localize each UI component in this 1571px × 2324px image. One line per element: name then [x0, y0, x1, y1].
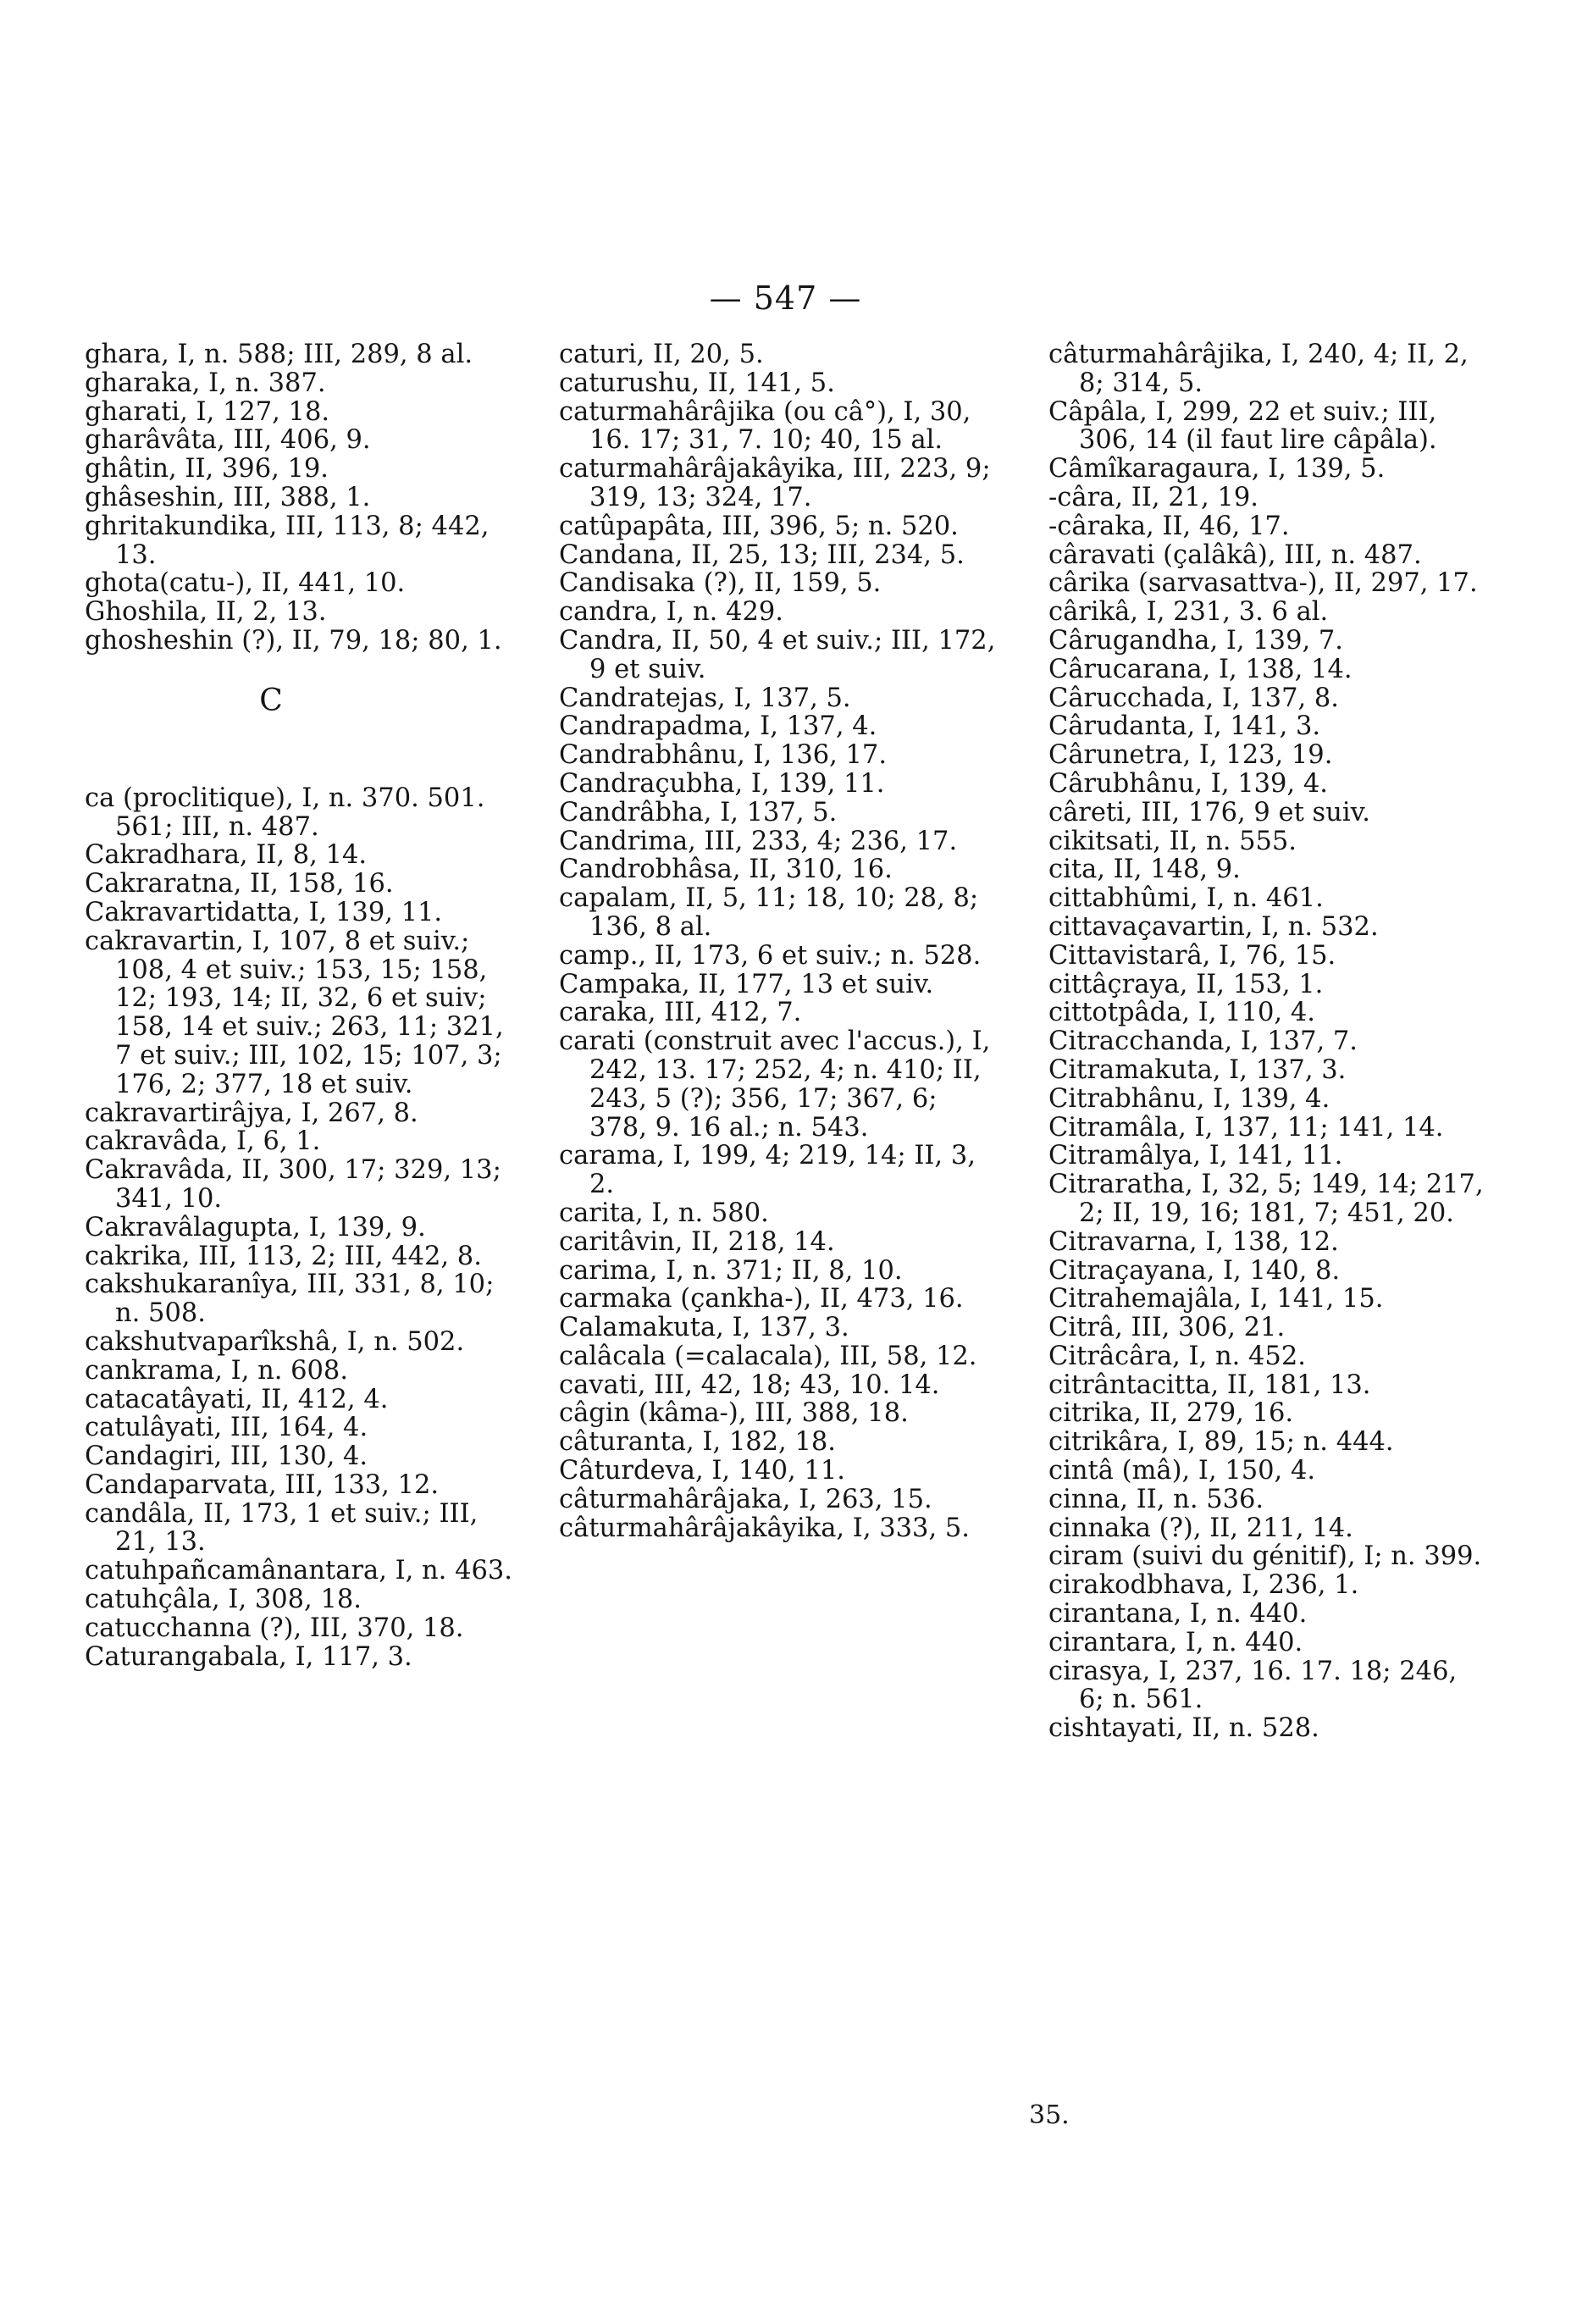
index-entry: câturmahârâjika, I, 240, 4; II, 2, 8; 314, 5. — [1048, 340, 1469, 398]
index-entry: Cittavistarâ, I, 76, 15. — [1048, 940, 1336, 971]
index-entry: cittâçraya, II, 153, 1. — [1048, 969, 1324, 999]
index-entry: carima, I, n. 371; II, 8, 10. — [559, 1255, 903, 1286]
index-entry: câravati (çalâkâ), III, n. 487. — [1048, 540, 1422, 570]
index-column-1 — [85, 340, 525, 1671]
index-entry: catulâyati, III, 164, 4. — [85, 1413, 368, 1443]
index-entry: Candrâbha, I, 137, 5. — [559, 797, 838, 827]
index-entry: Câpâla, I, 299, 22 et suiv.; III, 306, 14 (il faut lire câpâla). — [1048, 396, 1437, 456]
index-entry: gharaka, I, n. 387. — [85, 368, 326, 398]
index-entry: Citramakuta, I, 137, 3. — [1048, 1054, 1347, 1085]
index-entry: cankrama, I, n. 608. — [85, 1355, 349, 1386]
index-entry: Citrabhânu, I, 139, 4. — [1048, 1083, 1330, 1114]
index-entry: Cakraratna, II, 158, 16. — [85, 869, 394, 899]
index-entry: cikitsati, II, n. 555. — [1048, 826, 1297, 856]
index-entry: ca (proclitique), I, n. 370. 501. 561; III, n. 487. — [85, 783, 485, 842]
index-entry: Citramâlya, I, 141, 11. — [1048, 1141, 1343, 1171]
index-entry: Cakravartidatta, I, 139, 11. — [85, 897, 443, 927]
index-entry: carama, I, 199, 4; 219, 14; II, 3, 2. — [559, 1141, 976, 1200]
index-entry: Campaka, II, 177, 13 et suiv. — [559, 969, 934, 999]
index-entry: Candana, II, 25, 13; III, 234, 5. — [559, 540, 965, 570]
index-entry: ghota(catu-), II, 441, 10. — [85, 568, 406, 599]
index-entry: cavati, III, 42, 18; 43, 10. 14. — [559, 1370, 940, 1400]
index-entry: Cârunetra, I, 123, 19. — [1048, 740, 1333, 771]
index-entry: cinnaka (?), II, 211, 14. — [1048, 1513, 1353, 1543]
index-entry: Candraçubha, I, 139, 11. — [559, 768, 885, 799]
index-entry: caturushu, II, 141, 5. — [559, 368, 835, 398]
index-entry: Citracchanda, I, 137, 7. — [1048, 1026, 1358, 1057]
index-entry: Candrobhâsa, II, 310, 16. — [559, 855, 893, 885]
index-entry: catucchanna (?), III, 370, 18. — [85, 1613, 464, 1643]
index-entry: camp., II, 173, 6 et suiv.; n. 528. — [559, 940, 982, 971]
index-entry: ghâtin, II, 396, 19. — [85, 454, 329, 484]
index-entry: cittotpâda, I, 110, 4. — [1048, 998, 1315, 1028]
index-entry: caraka, III, 412, 7. — [559, 998, 802, 1028]
index-entry: cirasya, I, 237, 16. 17. 18; 246, 6; n. 561. — [1048, 1656, 1458, 1715]
index-entry: Cârubhânu, I, 139, 4. — [1048, 768, 1328, 799]
index-entry: cakravartin, I, 107, 8 et suiv.; 108, 4 et suiv.; 153, 15; 158, 12; 193, 14; II, 32, 6 et suiv; 158, 14 et suiv.; 263, 11; 321, 7 et suiv.; III, 102, 15; 107, 3; 176, 2; 377, 18 et suiv. — [85, 926, 504, 1099]
index-entry: cinna, II, n. 536. — [1048, 1484, 1264, 1514]
index-entry: cakrika, III, 113, 2; III, 442, 8. — [85, 1241, 482, 1271]
index-entry: cita, II, 148, 9. — [1048, 855, 1241, 885]
index-entry: cârika (sarvasattva-), II, 297, 17. — [1048, 568, 1478, 599]
index-entry: -câra, II, 21, 19. — [1048, 482, 1258, 512]
index-entry: Cârugandha, I, 139, 7. — [1048, 625, 1343, 656]
index-entry: câgin (kâma-), III, 388, 18. — [559, 1398, 909, 1429]
index-entry: catacatâyati, II, 412, 4. — [85, 1384, 389, 1414]
index-entry: Cakradhara, II, 8, 14. — [85, 840, 368, 871]
index-entry: Candratejas, I, 137, 5. — [559, 683, 851, 713]
index-entry: caturi, II, 20, 5. — [559, 340, 764, 369]
index-entry: Citrâ, III, 306, 21. — [1048, 1313, 1286, 1343]
index-column-2 — [559, 340, 999, 1542]
index-entry: Candrapadma, I, 137, 4. — [559, 711, 877, 742]
index-entry: ciram (suivi du génitif), I; n. 399. — [1048, 1541, 1482, 1572]
index-entry: Cârudanta, I, 141, 3. — [1048, 711, 1321, 742]
index-entry: Candaparvata, III, 133, 12. — [85, 1469, 440, 1500]
index-entry: carita, I, n. 580. — [559, 1198, 769, 1228]
index-entry: gharâvâta, III, 406, 9. — [85, 425, 371, 456]
index-entry: carmaka (çankha-), II, 473, 16. — [559, 1284, 964, 1314]
index-entry: Candrabhânu, I, 136, 17. — [559, 740, 888, 771]
index-entry: catuhçâla, I, 308, 18. — [85, 1585, 362, 1615]
index-entry: Citraçayana, I, 140, 8. — [1048, 1255, 1341, 1286]
index-entry: Cârucchada, I, 137, 8. — [1048, 683, 1339, 713]
index-entry: cirakodbhava, I, 236, 1. — [1048, 1570, 1359, 1601]
index-entry: Cârucarana, I, 138, 14. — [1048, 654, 1352, 684]
index-entry: cintâ (mâ), I, 150, 4. — [1048, 1456, 1316, 1486]
section-letter: C — [259, 683, 283, 718]
index-entry: ghara, I, n. 588; III, 289, 8 al. — [85, 340, 473, 369]
index-entry: cittavaçavartin, I, n. 532. — [1048, 911, 1379, 942]
index-entry: câturmahârâjakâyika, I, 333, 5. — [559, 1513, 970, 1543]
signature-mark: 35. — [1029, 2100, 1070, 2130]
index-entry: câreti, III, 176, 9 et suiv. — [1048, 797, 1370, 827]
index-column-3 — [1048, 340, 1489, 1743]
index-entry: cittabhûmi, I, n. 461. — [1048, 883, 1324, 914]
index-entry: cishtayati, II, n. 528. — [1048, 1713, 1319, 1744]
index-entry: citrikâra, I, 89, 15; n. 444. — [1048, 1427, 1394, 1458]
index-entry: catuhpañcamânantara, I, n. 463. — [85, 1556, 512, 1586]
index-entry: gharati, I, 127, 18. — [85, 396, 330, 427]
index-entry: carati (construit avec l'accus.), I, 242, 13. 17; 252, 4; n. 410; II, 243, 5 (?); 356, 17; 367, 6; 378, 9. 16 al.; n. 543. — [559, 1026, 991, 1143]
index-entry: caturmahârâjika (ou câ°), I, 30, 16. 17; 31, 7. 10; 40, 15 al. — [559, 396, 971, 456]
index-entry: cirantana, I, n. 440. — [1048, 1599, 1308, 1630]
index-entry: ghosheshin (?), II, 79, 18; 80, 1. — [85, 625, 502, 656]
index-entry: citrika, II, 279, 16. — [1048, 1398, 1294, 1429]
index-entry: Citramâla, I, 137, 11; 141, 14. — [1048, 1112, 1444, 1143]
index-entry: cakshutvaparîkshâ, I, n. 502. — [85, 1326, 465, 1357]
index-entry: Câturdeva, I, 140, 11. — [559, 1456, 845, 1486]
index-entry: cârikâ, I, 231, 3. 6 al. — [1048, 597, 1329, 628]
index-entry: ghritakundika, III, 113, 8; 442, 13. — [85, 511, 490, 570]
index-entry: caturmahârâjakâyika, III, 223, 9; 319, 13; 324, 17. — [559, 454, 991, 512]
index-entry: Candrima, III, 233, 4; 236, 17. — [559, 826, 958, 856]
index-entry: Citrahemajâla, I, 141, 15. — [1048, 1284, 1384, 1314]
index-entry: cakshukaranîya, III, 331, 8, 10; n. 508. — [85, 1270, 495, 1329]
index-entry: Citraratha, I, 32, 5; 149, 14; 217, 2; II, 19, 16; 181, 7; 451, 20. — [1048, 1170, 1484, 1228]
index-entry: cirantara, I, n. 440. — [1048, 1627, 1303, 1657]
index-entry: caritâvin, II, 218, 14. — [559, 1226, 835, 1257]
index-entry: Citrâcâra, I, n. 452. — [1048, 1341, 1306, 1371]
index-entry: citrântacitta, II, 181, 13. — [1048, 1370, 1371, 1400]
page-number: — 547 — — [709, 279, 862, 317]
index-entry: capalam, II, 5, 11; 18, 10; 28, 8; 136, 8 al. — [559, 883, 979, 942]
index-entry: Citravarna, I, 138, 12. — [1048, 1226, 1339, 1257]
index-entry: Ghoshila, II, 2, 13. — [85, 597, 327, 628]
index-entry: Calamakuta, I, 137, 3. — [559, 1313, 849, 1343]
index-entry: Cakravâda, II, 300, 17; 329, 13; 341, 10. — [85, 1155, 501, 1214]
index-entry: Candagiri, III, 130, 4. — [85, 1441, 368, 1472]
index-entry: ghâseshin, III, 388, 1. — [85, 482, 371, 512]
index-entry: cakravâda, I, 6, 1. — [85, 1126, 321, 1157]
index-entry: câturanta, I, 182, 18. — [559, 1427, 836, 1458]
index-entry: catûpapâta, III, 396, 5; n. 520. — [559, 511, 959, 541]
index-entry: câturmahârâjaka, I, 263, 15. — [559, 1484, 932, 1514]
index-entry: Candisaka (?), II, 159, 5. — [559, 568, 882, 599]
index-entry: -câraka, II, 46, 17. — [1048, 511, 1290, 541]
index-entry: candra, I, n. 429. — [559, 597, 783, 628]
index-entry: Candra, II, 50, 4 et suiv.; III, 172, 9 et suiv. — [559, 625, 996, 684]
index-entry: calâcala (=calacala), III, 58, 12. — [559, 1341, 977, 1371]
index-entry: cakravartirâjya, I, 267, 8. — [85, 1098, 418, 1128]
index-entry: Caturangabala, I, 117, 3. — [85, 1641, 412, 1672]
index-entry: candâla, II, 173, 1 et suiv.; III, 21, 13. — [85, 1498, 478, 1558]
index-entry: Câmîkaragaura, I, 139, 5. — [1048, 454, 1386, 484]
index-entry: Cakravâlagupta, I, 139, 9. — [85, 1212, 426, 1242]
